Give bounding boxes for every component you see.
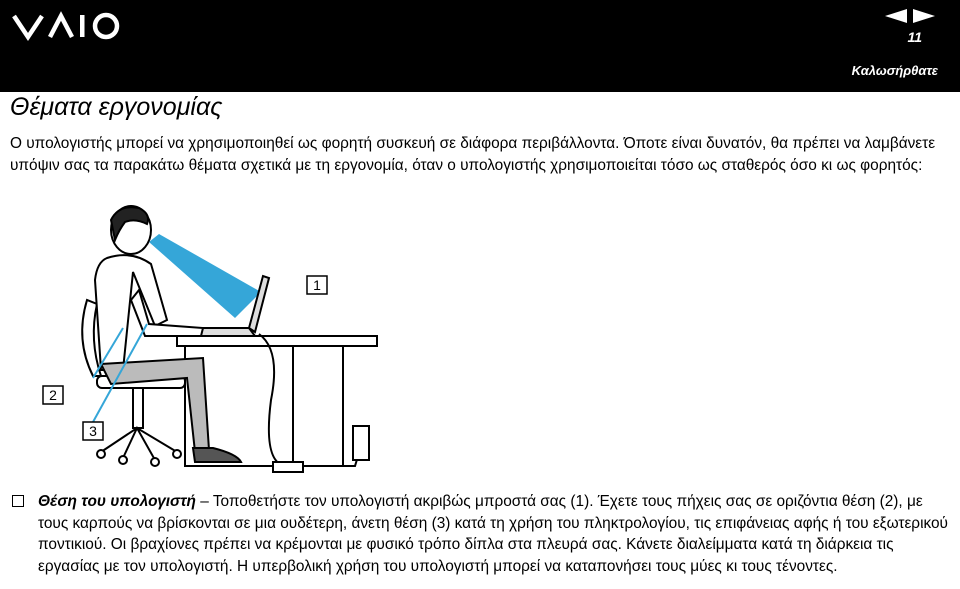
page-navigation <box>885 9 935 23</box>
intro-paragraph: Ο υπολογιστής μπορεί να χρησιμοποιηθεί ως φορητή συσκευή σε διάφορα περιβάλλοντα. Όποτε είναι δυνατόν, θα πρέπει να λαμβάνετε υπόψιν σας τα παρακάτω θέματα σχετικά με τη εργονομία, όταν ο υπολογιστής χρησιμοποιείται τόσο ως σταθερός όσο κι ως φορητός: <box>10 135 936 174</box>
callout-2 <box>43 386 63 404</box>
next-page-icon[interactable] <box>913 9 935 23</box>
page-number: 11 <box>907 29 922 45</box>
callout-3-label: 3 <box>89 423 97 439</box>
bullet-body: Τοποθετήστε τον υπολογιστή ακριβώς μπροστά σας (1). Έχετε τους πήχεις σας σε οριζόντια θέση (2), με τους καρπούς να βρίσκονται σε μια ουδέτερη, άνετη θέση (3) κατά τη χρήση του πληκτρολογίου, τις επιφάνειας αφής ή του εξωτερικού ποντικιού. Οι βραχίονες πρέπει να κρέμονται με φυσικό τρόπο δίπλα στα πλευρά σας. Κάνετε διαλείμματα κατά τη διάρκεια τις εργασίας με τον υπολογιστή. Η υπερβολική χρήση του υπολογιστή μπορεί να καταπονήσει τους μύες κι τους τένοντες. <box>38 493 948 575</box>
callout-3 <box>83 422 103 440</box>
bullet-computer-position <box>10 491 952 577</box>
callout-1 <box>307 276 327 294</box>
vaio-logo[interactable] <box>12 10 124 42</box>
callout-1-label: 1 <box>313 277 321 293</box>
bullet-term: Θέση του υπολογιστή <box>38 493 196 510</box>
section-name-link[interactable]: Καλωσήρθατε <box>851 63 938 78</box>
power-adapter <box>273 462 303 472</box>
previous-page-icon[interactable] <box>885 9 907 23</box>
wall-outlet <box>353 426 369 460</box>
bullet-paragraph <box>38 491 952 577</box>
page-title: Θέματα εργονομίας <box>10 93 223 121</box>
ergonomics-illustration <box>35 200 380 480</box>
callout-2-label: 2 <box>49 387 57 403</box>
checkbox-bullet-icon <box>12 495 24 507</box>
line-of-sight-beam <box>149 234 261 318</box>
bullet-separator: – <box>195 493 213 510</box>
header-bar <box>0 0 960 92</box>
